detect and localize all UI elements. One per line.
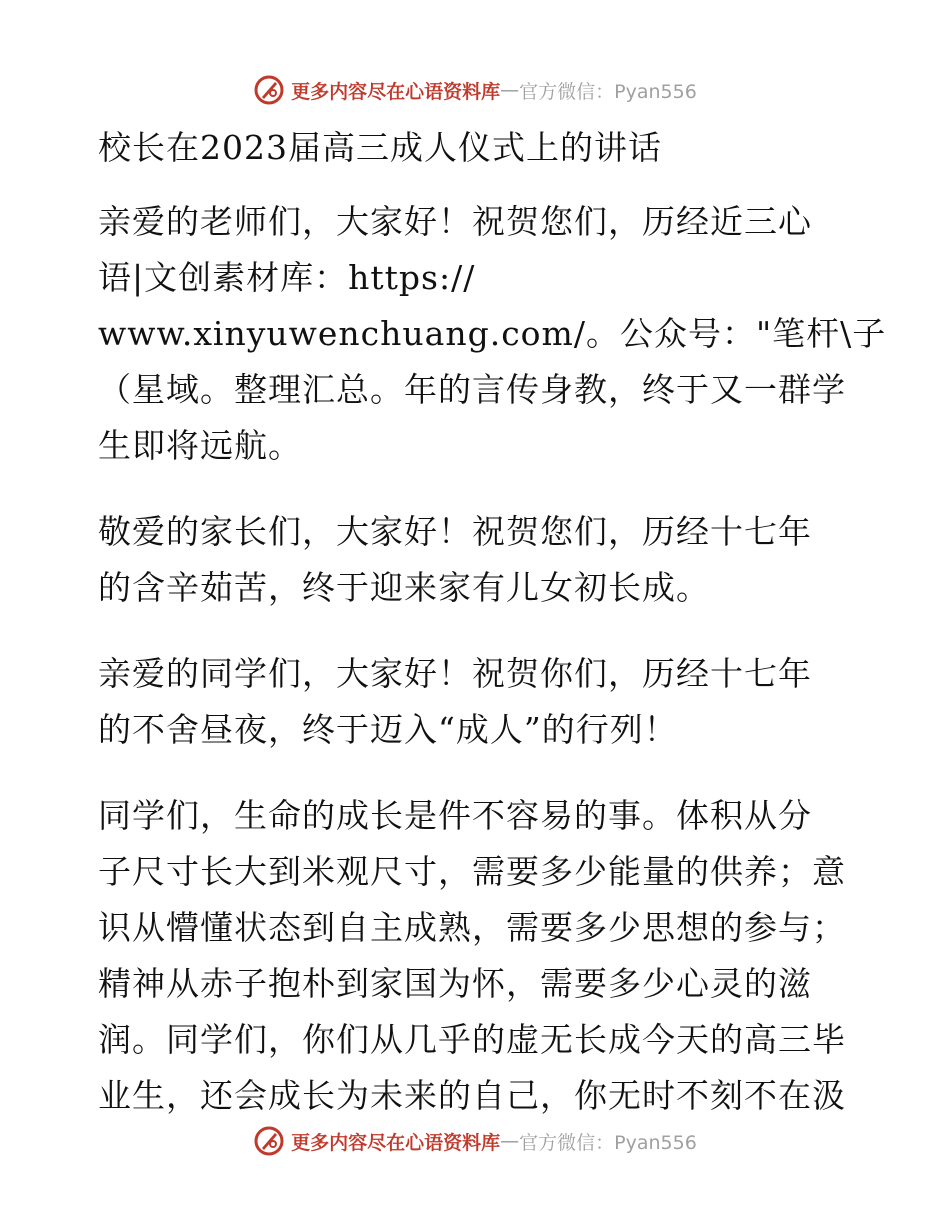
- paragraph-line: 同学们，生命的成长是件不容易的事。体积从分: [98, 796, 812, 835]
- paragraph-gap: [98, 616, 858, 646]
- paragraph-line: 敬爱的家长们，大家好！祝贺您们，历经十七年: [98, 512, 812, 551]
- paragraph-line: 语|文创素材库：https://: [98, 258, 476, 297]
- paragraph-line: 子尺寸长大到米观尺寸，需要多少能量的供养；意: [98, 852, 846, 891]
- footer-account-text: 官方微信：Pyan556: [519, 1131, 697, 1154]
- paragraph-4: [98, 788, 858, 1124]
- quill-circle-logo-icon: [253, 1125, 285, 1157]
- paragraph-gap: [98, 758, 858, 788]
- paragraph-1: [98, 194, 887, 474]
- paragraph-line: 润。同学们，你们从几乎的虚无长成今天的高三毕: [98, 1020, 846, 1059]
- paragraph-line: 精神从赤子抱朴到家国为怀，需要多少心灵的滋: [98, 964, 812, 1003]
- header-account-text: 官方微信：Pyan556: [519, 80, 697, 103]
- paragraph-line: 识从懵懂状态到自主成熟，需要多少思想的参与；: [98, 908, 846, 947]
- paragraph-line: www.xinyuwenchuang.com/。公众号："笔杆\子: [98, 314, 887, 353]
- paragraph-2: [98, 504, 858, 616]
- paragraph-line: 的不舍昼夜，终于迈入“成人”的行列！: [98, 710, 678, 749]
- paragraph-line: 亲爱的老师们，大家好！祝贺您们，历经近三心: [98, 202, 812, 241]
- paragraph-line: 业生，还会成长为未来的自己，你无时不刻不在汲: [98, 1076, 846, 1115]
- paragraph-3: [98, 646, 858, 758]
- paragraph-line: 的含辛茹苦，终于迎来家有儿女初长成。: [98, 568, 710, 607]
- header-banner: [0, 70, 950, 110]
- document-title: 校长在2023届高三成人仪式上的讲话: [98, 128, 662, 167]
- footer-brand-text: 更多内容尽在心语资料库: [291, 1131, 501, 1154]
- paragraph-line: （星域。整理汇总。年的言传身教，终于又一群学: [98, 370, 846, 409]
- paragraph-gap: [98, 474, 858, 504]
- paragraph-line: 生即将远航。: [98, 426, 302, 465]
- footer-banner: [0, 1121, 950, 1161]
- quill-circle-logo-icon: [253, 74, 285, 106]
- document-body: [98, 120, 887, 1124]
- paragraph-line: 亲爱的同学们，大家好！祝贺你们，历经十七年: [98, 654, 812, 693]
- footer-dash: —: [500, 1130, 520, 1152]
- paragraph-gap: [98, 176, 858, 194]
- header-brand-text: 更多内容尽在心语资料库: [291, 80, 501, 103]
- header-dash: —: [500, 79, 520, 101]
